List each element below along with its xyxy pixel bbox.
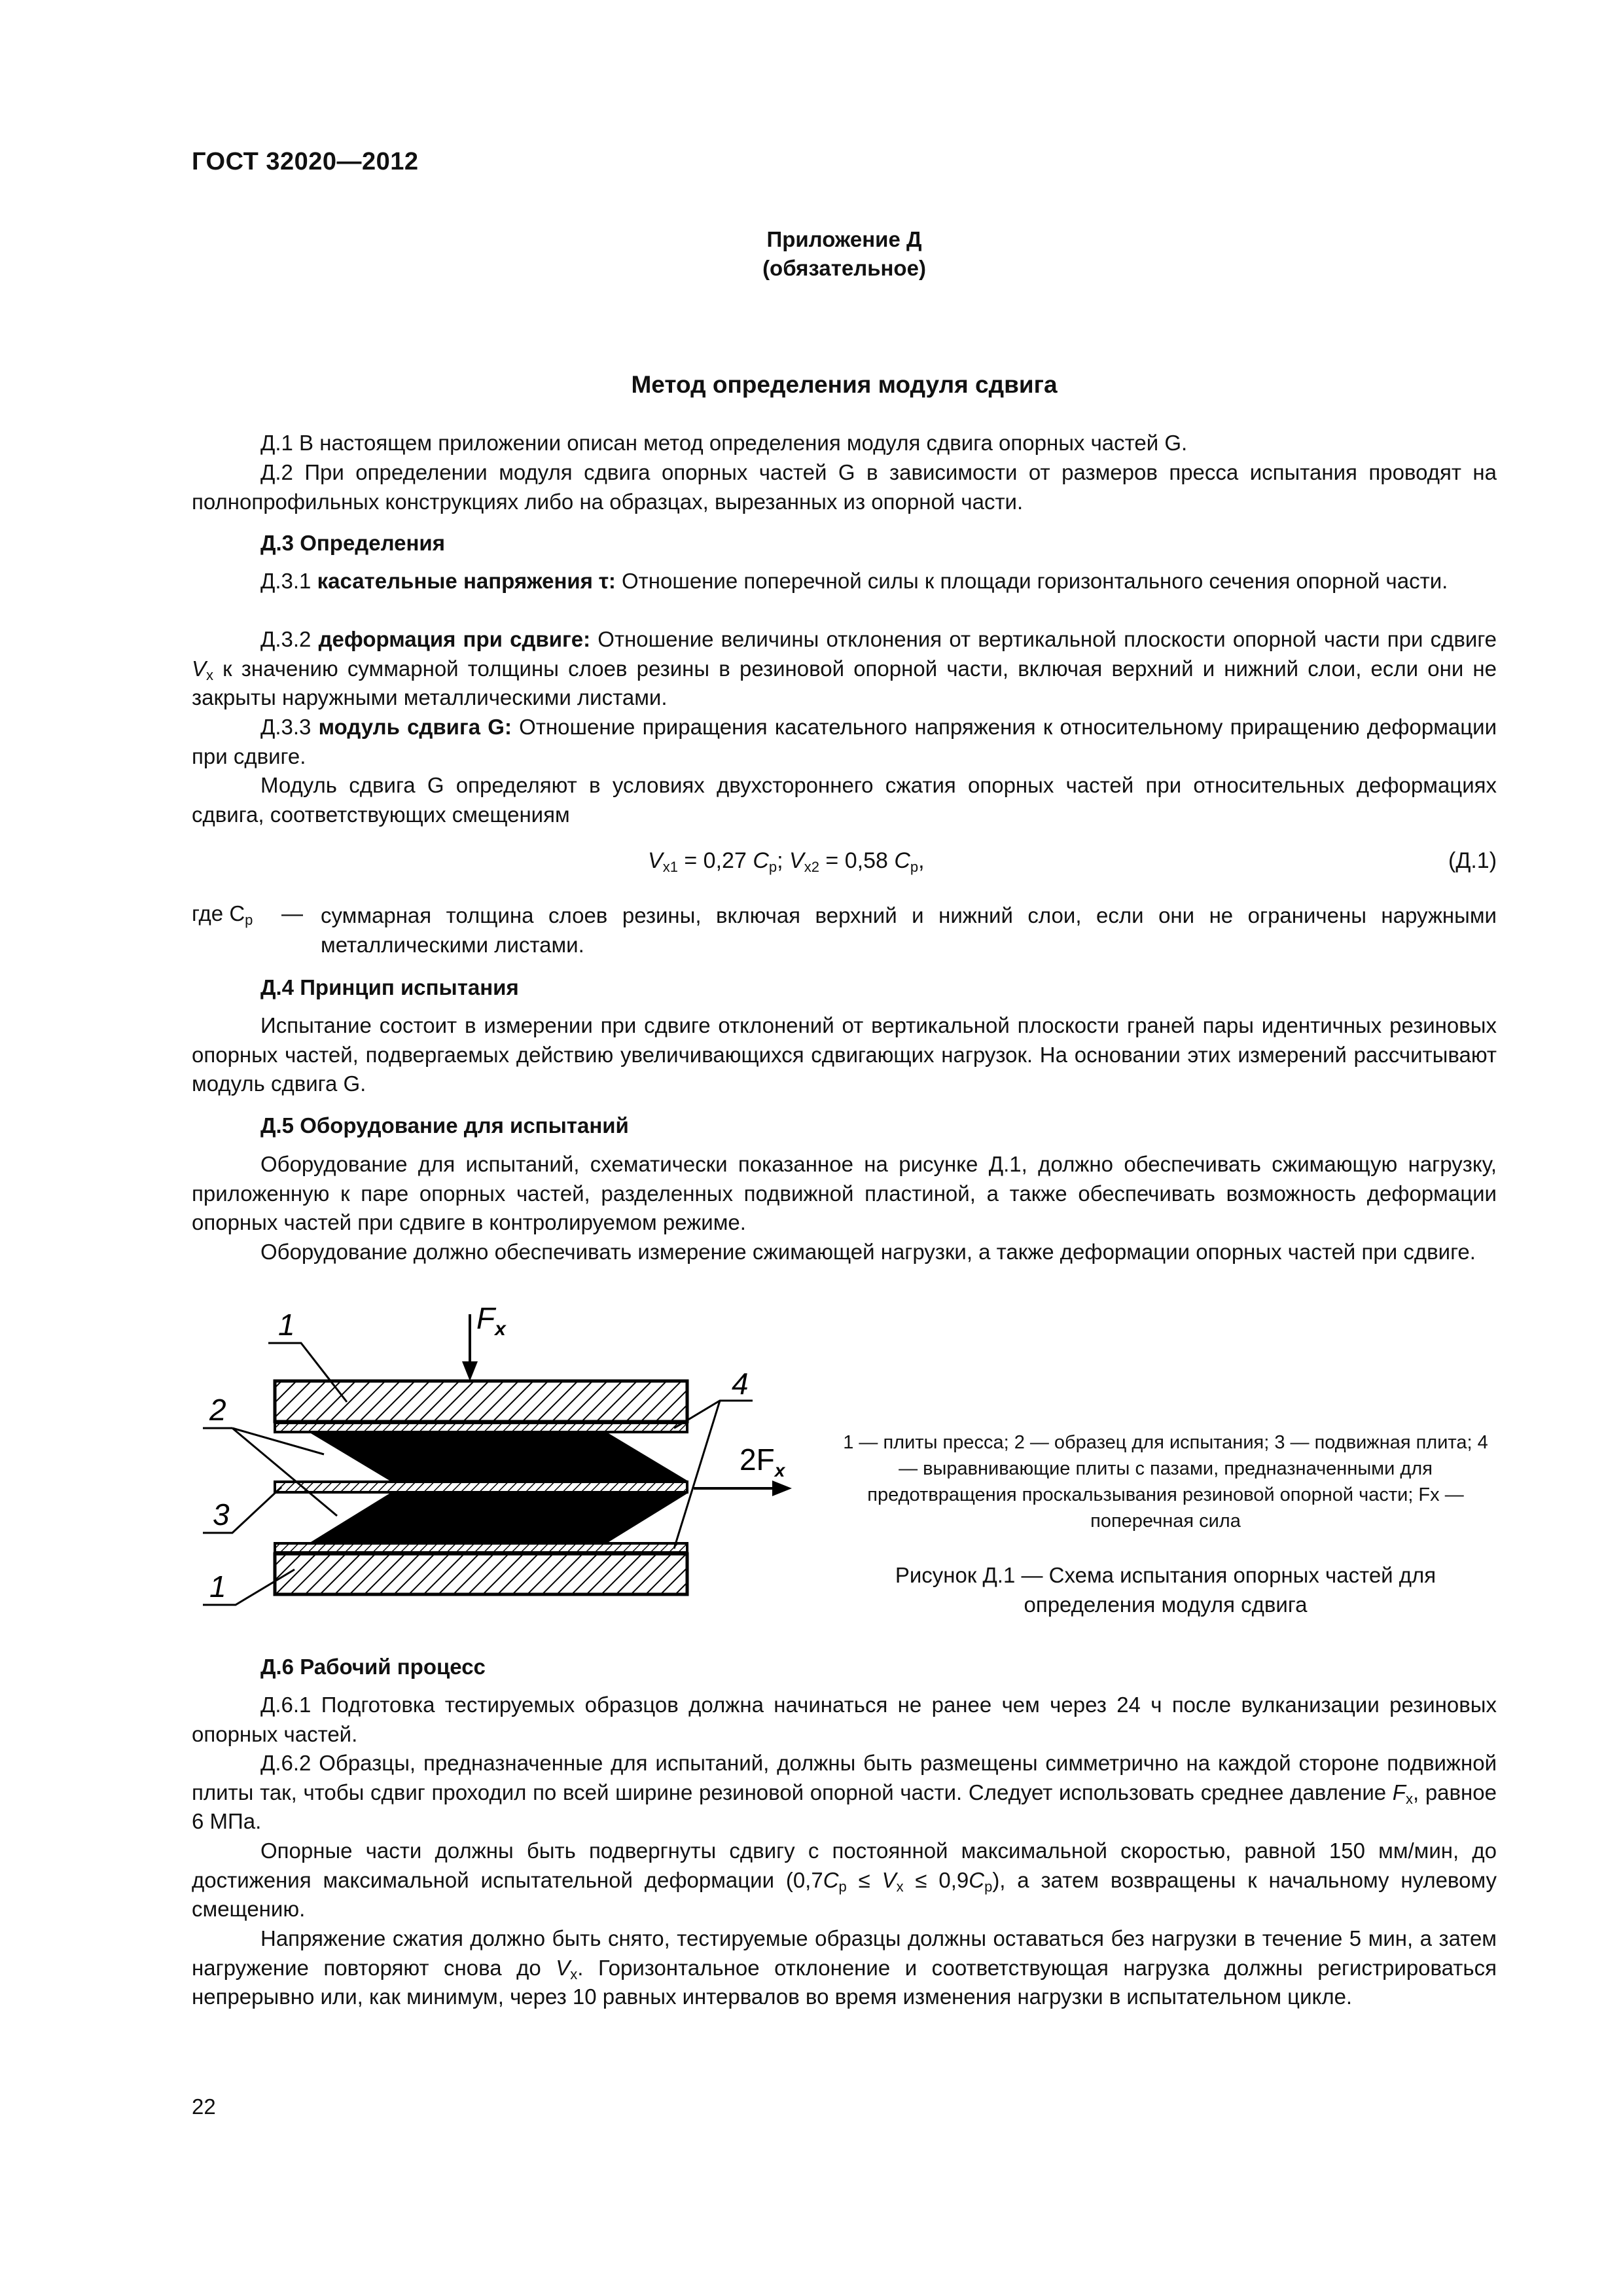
paragraph-d4: Испытание состоит в измерении при сдвиге отклонений от вертикальной плоскости граней пары идентичных резиновых опорных частей, подвергаемых действию увеличивающихся сдвигающих нагрузок. На основании этих измерений рассчитывают модуль сдвига G. [192,1013,1497,1096]
heading-d5: Д.5 Оборудование для испытаний [260,1113,629,1138]
figure-caption: Рисунок Д.1 — Схема испытания опорных частей для определения модуля сдвига [895,1563,1436,1617]
paragraph-d2: Д.2 При определении модуля сдвига опорных частей G в зависимости от размеров пресса испытания проводят на полнопрофильных конструкциях либо на образцах, вырезанных из опорной части. [192,460,1497,514]
test-scheme-figure [196,1302,805,1617]
lower-specimen [311,1494,687,1542]
paragraph-d6-3: Опорные части должны быть подвергнуты сдвигу с постоянной максимальной скоростью, равной 150 мм/мин, до достижения максимальной испытательной деформации $(0,7C_p \le V_x \le 0,9C_p)$, а затем возвращены к начальному нулевому смещению. [192,1839,1497,1921]
top-force-arrowhead [462,1361,478,1381]
section-title: Метод определения модуля сдвига [631,371,1058,398]
paragraph-d5-2: Оборудование должно обеспечивать измерение сжимающей нагрузки, а также деформации опорных частей при сдвиге. [260,1240,1476,1264]
top-leveling-plate [275,1423,687,1432]
formula-number: (Д.1) [1448,848,1497,873]
heading-d3: Д.3 Определения [260,531,445,555]
where-definition: суммарная толщина слоев резины, включая верхний и нижний слои, если они не ограничены наружными металлическими листами. [321,903,1497,957]
label-1-top: 1 [278,1308,295,1342]
side-force-arrowhead [772,1480,792,1496]
bottom-leveling-plate [275,1543,687,1552]
label-4: 4 [732,1367,749,1401]
label-3: 3 [213,1498,230,1532]
paragraph-d33: Д.3.3 модуль сдвига G: Отношение приращения касательного напряжения к относительному приращению деформации при сдвиге. [192,715,1497,768]
label-1-bottom: 1 [209,1570,226,1604]
paragraph-d5-1: Оборудование для испытаний, схематически показанное на рисунке Д.1, должно обеспечивать сжимающую нагрузку, приложенную к паре опорных частей, разделенных подвижной пластиной, а также обеспечивать возможность деформации опорных частей при сдвиге в контролируемом режиме. [192,1152,1497,1234]
heading-d4: Д.4 Принцип испытания [260,975,519,999]
upper-specimen [311,1433,687,1480]
paragraph-d6-4: Напряжение сжатия должно быть снято, тестируемые образцы должны оставаться без нагрузки в течение 5 мин, а затем нагружение повторяют снова до $V_x$. Горизонтальное отклонение и соответствующая нагрузка должны регистрироваться непрерывно или, как минимум, через 10 равных интервалов во время изменения нагрузки в испытательном цикле. [192,1926,1497,2009]
formula-d1: $V_{x1} = 0,27$ $C_p$; $V_{x2} = 0,58$ $C_p$, [648,848,925,875]
label-2: 2 [209,1393,226,1427]
top-press-plate [275,1381,687,1422]
figure-legend: 1 — плиты пресса; 2 — образец для испытания; 3 — подвижная плита; 4 — выравнивающие плиты с пазами, предназначенными для предотвращения проскальзывания резиновой опорной части; Fx — поперечная сила [843,1432,1488,1532]
paragraph-d62: Д.6.2 Образцы, предназначенные для испытаний, должны быть размещены симметрично на каждой стороне подвижной плиты так, чтобы сдвиг проходил по всей ширине резиновой опорной части. Следует использовать среднее давление $F_x$, равное 6 МПа. [192,1751,1497,1833]
movable-plate [275,1482,687,1492]
paragraph-d32: Д.3.2 деформация при сдвиге: Отношение величины отклонения от вертикальной плоскости опорной части при сдвиге $V_x$ к значению суммарной толщины слоев резины в резиновой опорной части, включая верхний и нижний слои, если они не закрыты наружными металлическими листами. [192,627,1497,709]
page-number: 22 [192,2094,216,2119]
where-dash: — [281,901,303,925]
appendix-status: (обязательное) [762,256,926,280]
leader-2-b [232,1428,337,1516]
heading-d6: Д.6 Рабочий процесс [260,1655,486,1679]
appendix-title: Приложение Д [766,227,922,251]
where-label: где $C_p$ [192,901,253,928]
paragraph-modulus: Модуль сдвига G определяют в условиях двухстороннего сжатия опорных частей при относительных деформациях сдвига, соответствующих смещениям [192,773,1497,827]
paragraph-d1: Д.1 В настоящем приложении описан метод определения модуля сдвига опорных частей G. [260,431,1188,455]
paragraph-d31: Д.3.1 касательные напряжения τ: Отношение поперечной силы к площади горизонтального сечения опорной части. [260,569,1448,593]
top-force-label: $F_x$ [476,1302,506,1340]
side-force-label: $2F_x$ [740,1443,785,1480]
paragraph-d61: Д.6.1 Подготовка тестируемых образцов должна начинаться не ранее чем через 24 ч после вулканизации резиновых опорных частей. [192,1693,1497,1746]
bottom-press-plate [275,1554,687,1594]
document-header: ГОСТ 32020—2012 [192,148,419,175]
